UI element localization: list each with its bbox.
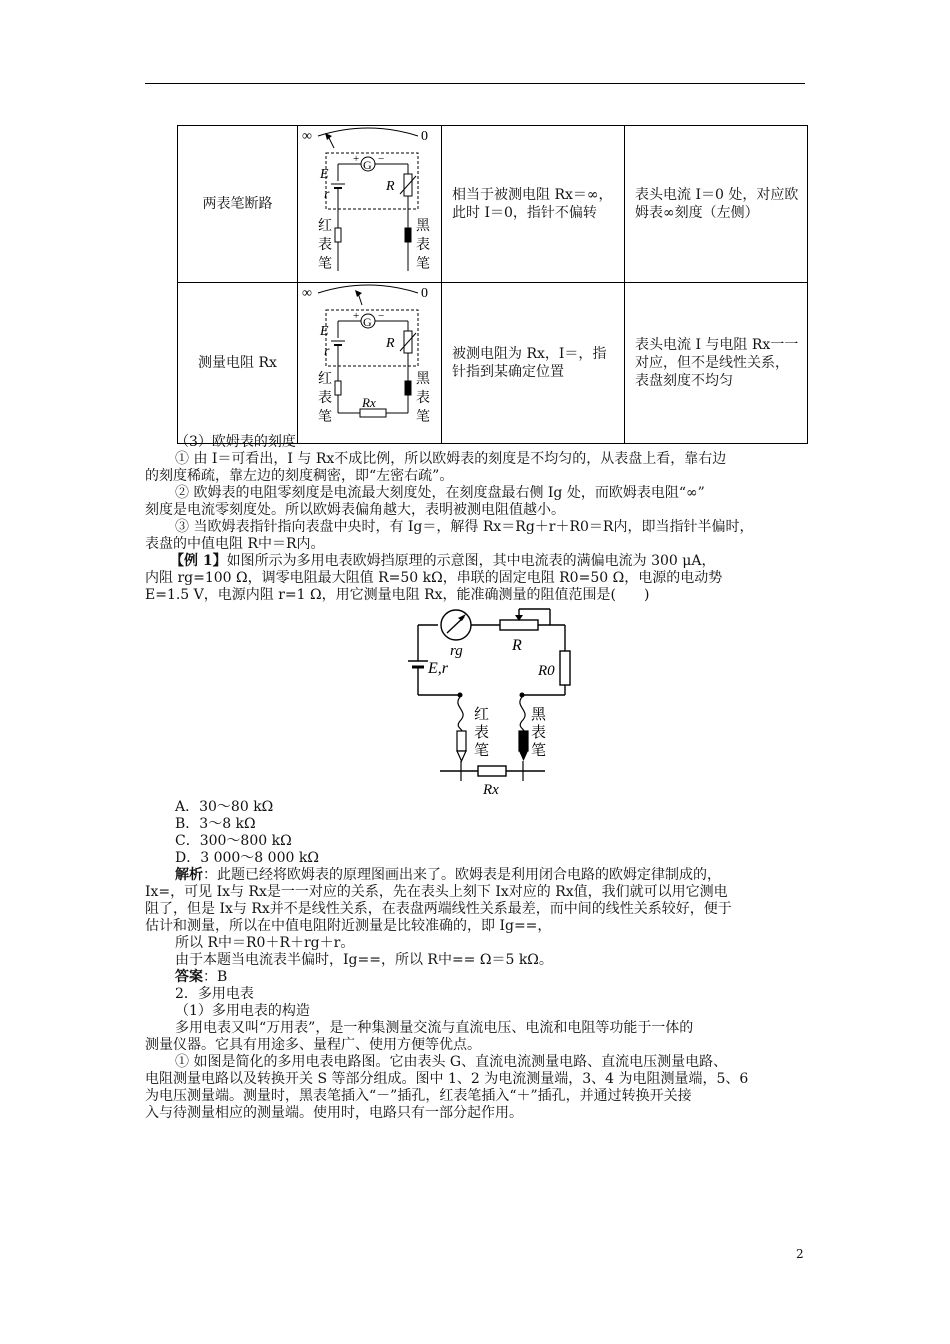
option-d: D．3 000～8 000 kΩ bbox=[175, 850, 319, 866]
paragraph-line: 测量仪器。它具有用途多、量程广、使用方便等优点。 bbox=[145, 1037, 481, 1053]
svg-text:黑: 黑 bbox=[531, 707, 547, 723]
paragraph-line: 的刻度稀疏，靠左边的刻度稠密，即“左密右疏”。 bbox=[145, 468, 454, 484]
option-a: A．30～80 kΩ bbox=[175, 799, 274, 815]
svg-text:笔: 笔 bbox=[474, 743, 490, 759]
svg-text:+: + bbox=[353, 310, 360, 322]
rx-label: Rx bbox=[483, 782, 499, 798]
example-text: 如图所示为多用电表欧姆挡原理的示意图，其中电流表的满偏电流为 300 μA， bbox=[226, 553, 716, 569]
er-label: E,r bbox=[428, 660, 448, 677]
case-cell: 两表笔断路 bbox=[178, 126, 298, 283]
svg-text:笔: 笔 bbox=[318, 410, 332, 425]
answer-text: ：B bbox=[203, 969, 228, 985]
zero-label: 0 bbox=[421, 129, 428, 144]
section2-heading: 2．多用电表 bbox=[175, 986, 254, 1002]
svg-text:−: − bbox=[378, 310, 385, 322]
galvanometer-label: G bbox=[363, 315, 372, 329]
answer-line bbox=[175, 969, 227, 986]
svg-text:−: − bbox=[378, 153, 385, 165]
r-label: R bbox=[512, 637, 522, 654]
svg-text:+: + bbox=[353, 153, 360, 165]
svg-text:红: 红 bbox=[318, 372, 332, 387]
answer-label: 答案 bbox=[175, 969, 203, 985]
paragraph-line: ③ 当欧姆表指针指向表盘中央时，有 Ig＝，解得 Rx＝Rg＋r＋R0＝R内，即当指针半偏时， bbox=[175, 519, 754, 535]
solution-text: ：此题已经将欧姆表的原理图画出来了。欧姆表是利用闭合电路的欧姆定律制成的， bbox=[203, 867, 721, 883]
header-rule bbox=[145, 83, 805, 84]
paragraph-line: 多用电表又叫“万用表”，是一种集测量交流与直流电压、电流和电阻等功能于一体的 bbox=[175, 1020, 694, 1036]
internal-r-label: r bbox=[324, 187, 330, 202]
solution-line: 阻了，但是 Ix与 Rx并不是线性关系，在表盘两端线性关系最差，而中间的线性关系较好，便于 bbox=[145, 901, 732, 917]
paragraph-line: ① 由 I＝可看出，I 与 Rx不成比例，所以欧姆表的刻度是不均匀的，从表盘上看，靠右边 bbox=[175, 451, 727, 467]
svg-text:表: 表 bbox=[474, 725, 490, 741]
example-line bbox=[170, 553, 715, 570]
solution-line: 由于本题当电流表半偏时，Ig==，所以 R中== Ω＝5 kΩ。 bbox=[175, 952, 553, 968]
ohm-range-circuit bbox=[400, 603, 580, 799]
case-cell: 测量电阻 Rx bbox=[178, 283, 298, 444]
svg-text:表: 表 bbox=[416, 391, 430, 406]
rg-label: rg bbox=[450, 643, 463, 659]
result-cell: 表头电流 I 与电阻 Rx一一对应，但不是线性关系，表盘刻度不均匀 bbox=[625, 283, 808, 444]
paragraph-line: 刻度是电流零刻度处。所以欧姆表偏角越大，表明被测电阻值越小。 bbox=[145, 502, 565, 518]
paragraph-line: 电阻测量电路以及转换开关 S 等部分组成。图中 1、2 为电流测量端，3、4 为电阻测量端，5、6 bbox=[145, 1071, 749, 1087]
solution-line bbox=[175, 867, 721, 884]
svg-text:笔: 笔 bbox=[416, 257, 430, 272]
paragraph-line: 表盘的中值电阻 R中＝R内。 bbox=[145, 536, 325, 552]
svg-text:表: 表 bbox=[318, 391, 332, 406]
svg-text:笔: 笔 bbox=[531, 743, 547, 759]
table-row bbox=[178, 126, 808, 283]
solution-line: 所以 R中＝R0＋R＋rg＋r。 bbox=[175, 935, 355, 951]
svg-text:表: 表 bbox=[531, 725, 547, 741]
option-c: C．300～800 kΩ bbox=[175, 833, 292, 849]
solution-line: 估计和测量，所以在中值电阻附近测量是比较准确的，即 Ig==， bbox=[145, 918, 552, 934]
diagram-cell bbox=[298, 283, 442, 444]
example-tag: 【例 1】 bbox=[170, 553, 227, 569]
solution-label: 解析 bbox=[175, 867, 203, 883]
section3-heading: （3）欧姆表的刻度 bbox=[175, 434, 296, 450]
paragraph-line: ② 欧姆表的电阻零刻度是电流最大刻度处，在刻度盘最右侧 Ig 处，而欧姆表电阻“∞” bbox=[175, 485, 705, 501]
open-circuit-diagram bbox=[298, 126, 441, 277]
zero-adjust-label: R bbox=[386, 179, 395, 194]
measure-circuit-diagram bbox=[298, 283, 441, 438]
svg-text:笔: 笔 bbox=[416, 410, 430, 425]
svg-text:红: 红 bbox=[318, 219, 332, 234]
result-cell: 表头电流 I＝0 处，对应欧姆表∞刻度（左侧） bbox=[625, 126, 808, 283]
paragraph-line: 为电压测量端。测量时，黑表笔插入“－”插孔，红表笔插入“＋”插孔，并通过转换开关接 bbox=[145, 1088, 692, 1104]
infinity-label: ∞ bbox=[302, 286, 312, 301]
svg-text:表: 表 bbox=[416, 238, 430, 253]
svg-text:红: 红 bbox=[474, 707, 490, 723]
ohmmeter-table bbox=[177, 125, 808, 444]
description-cell: 相当于被测电阻 Rx＝∞，此时 I＝0，指针不偏转 bbox=[442, 126, 625, 283]
option-b: B．3～8 kΩ bbox=[175, 816, 256, 832]
rx-label: Rx bbox=[362, 395, 376, 410]
r0-label: R0 bbox=[538, 663, 555, 679]
zero-label: 0 bbox=[421, 286, 428, 301]
svg-text:笔: 笔 bbox=[318, 257, 332, 272]
section2-subheading: （1）多用电表的构造 bbox=[175, 1003, 310, 1019]
infinity-label: ∞ bbox=[302, 129, 312, 144]
galvanometer-label: G bbox=[363, 158, 372, 172]
svg-text:黑: 黑 bbox=[416, 372, 430, 387]
paragraph-line: ① 如图是简化的多用电表电路图。它由表头 G、直流电流测量电路、直流电压测量电路、 bbox=[175, 1054, 728, 1070]
internal-r-label: r bbox=[324, 344, 330, 359]
svg-text:黑: 黑 bbox=[416, 219, 430, 234]
emf-label: E bbox=[320, 167, 329, 182]
paragraph-line: 入与待测量相应的测量端。使用时，电路只有一部分起作用。 bbox=[145, 1105, 523, 1121]
zero-adjust-label: R bbox=[386, 336, 395, 351]
page-number: 2 bbox=[796, 1247, 804, 1261]
solution-line: Ix=，可见 Ix与 Rx是一一对应的关系，先在表头上刻下 Ix对应的 Rx值，我们就可以用它测电 bbox=[145, 884, 728, 900]
table-row bbox=[178, 283, 808, 444]
example-line: E=1.5 V，电源内阻 r=1 Ω，用它测量电阻 Rx，能准确测量的阻值范围是( ) bbox=[145, 587, 650, 603]
example-line: 内阻 rg=100 Ω，调零电阻最大阻值 R=50 kΩ，串联的固定电阻 R0=50 Ω，电源的电动势 bbox=[145, 570, 723, 586]
diagram-cell bbox=[298, 126, 442, 283]
svg-text:表: 表 bbox=[318, 238, 332, 253]
emf-label: E bbox=[320, 324, 329, 339]
description-cell: 被测电阻为 Rx，I＝，指针指到某确定位置 bbox=[442, 283, 625, 444]
